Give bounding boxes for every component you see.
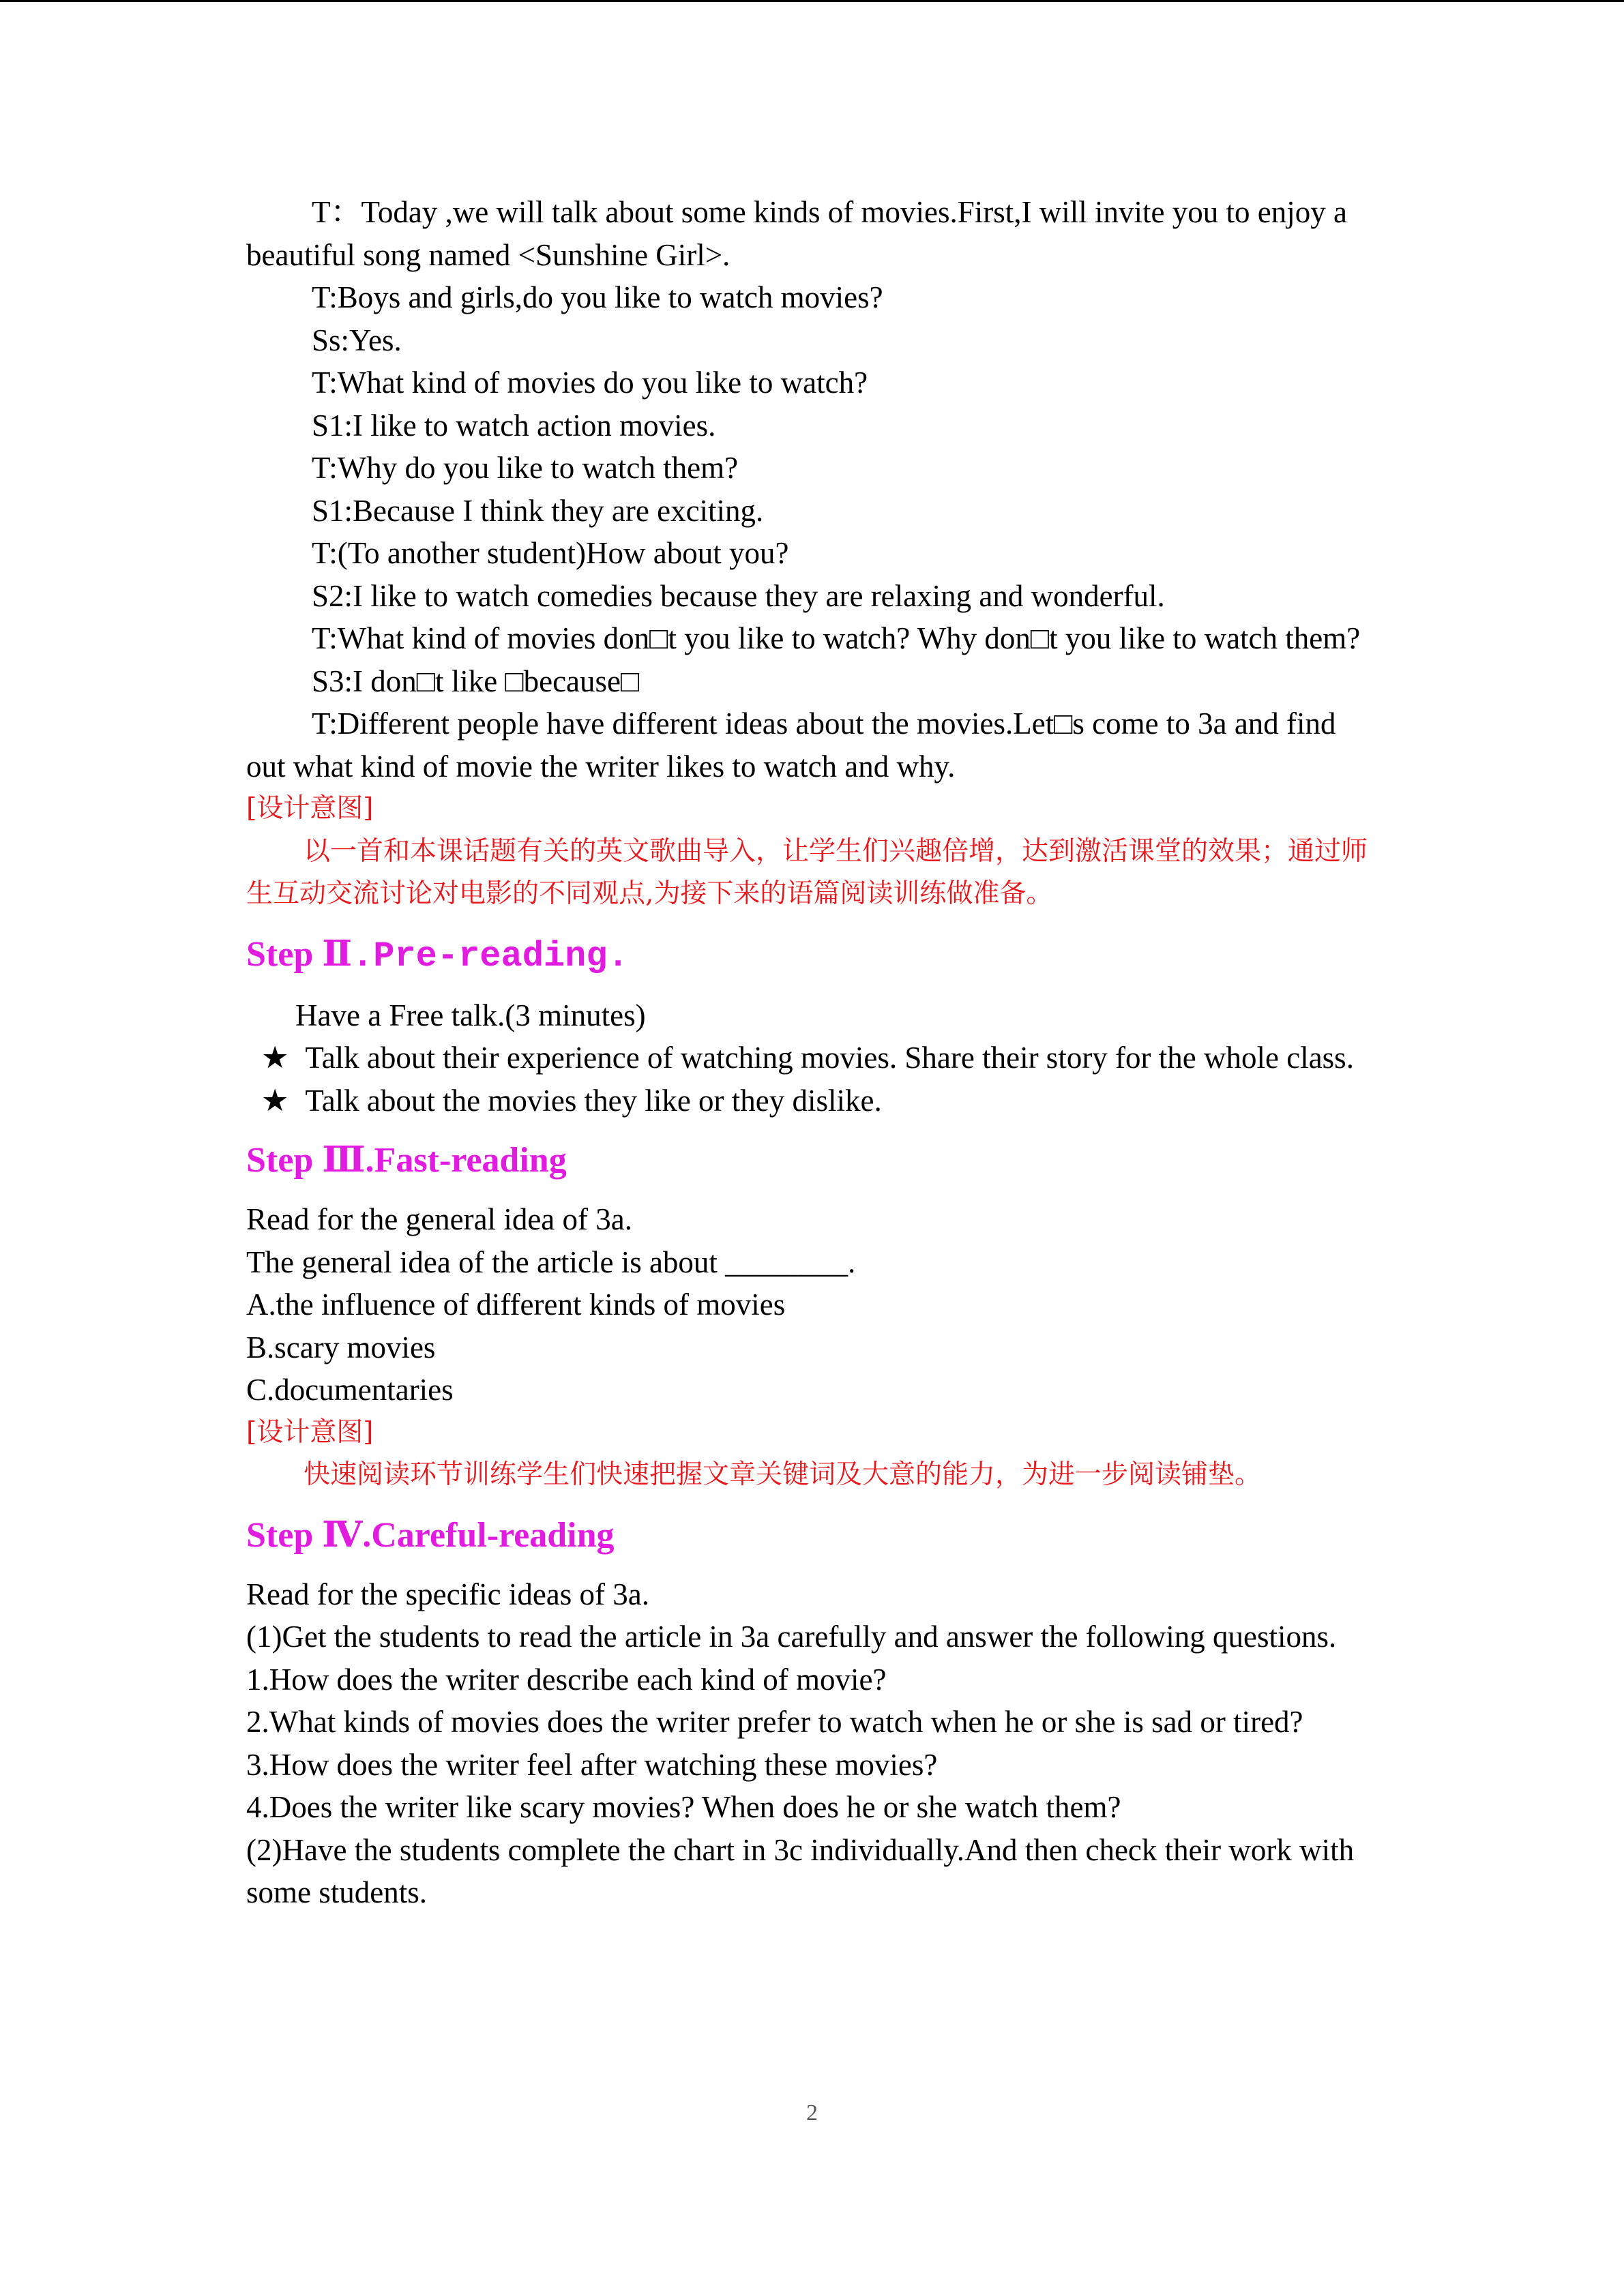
pre-reading-section bbox=[246, 994, 1378, 1122]
step-2-heading bbox=[246, 931, 1378, 981]
step-2-title: .Pre-reading. bbox=[352, 936, 629, 976]
free-talk-lead: Have a Free talk.(3 minutes) bbox=[295, 998, 646, 1032]
dialogue-line: S1:I like to watch action movies. bbox=[312, 408, 716, 443]
text-line: Read for the general idea of 3a. bbox=[246, 1202, 632, 1236]
dialogue-line: T:What kind of movies do you like to watch? bbox=[312, 366, 868, 400]
dialogue-line: T:Why do you like to watch them? bbox=[312, 451, 739, 485]
page-number: 2 bbox=[806, 2100, 818, 2126]
step-4-heading: Step Ⅳ.Careful-reading bbox=[246, 1515, 615, 1555]
text-line: The general idea of the article is about ________. bbox=[246, 1244, 856, 1279]
question-item: 1.How does the writer describe each kind of movie? bbox=[246, 1662, 887, 1697]
question-item: 2.What kinds of movies does the writer prefer to watch when he or she is sad or tired? bbox=[246, 1705, 1303, 1739]
star-icon: ★ bbox=[261, 1083, 289, 1118]
star-icon: ★ bbox=[261, 1041, 289, 1075]
design-intent-label: [设计意图] bbox=[246, 1416, 374, 1448]
dialogue-line: T：Today ,we will talk about some kinds of movies.First,I will invite you to enjoy a beautiful song named <Sunshine Girl>. bbox=[246, 195, 1355, 272]
dialogue-line: Ss:Yes. bbox=[312, 323, 402, 357]
option-b: B.scary movies bbox=[246, 1330, 436, 1365]
design-intent-label: [设计意图] bbox=[246, 793, 374, 824]
design-intent-text: 快速阅读环节训练学生们快速把握文章关键词及大意的能力，为进一步阅读铺垫。 bbox=[304, 1459, 1262, 1490]
dialogue-line: T:Boys and girls,do you like to watch movies? bbox=[312, 280, 883, 314]
option-a: A.the influence of different kinds of movies bbox=[246, 1287, 786, 1322]
top-border-line bbox=[0, 0, 1624, 2]
dialogue-line: T:(To another student)How about you? bbox=[312, 536, 789, 570]
question-item: 4.Does the writer like scary movies? When does he or she watch them? bbox=[246, 1790, 1121, 1824]
dialogue-line: T:Different people have different ideas about the movies.Let□s come to 3a and find out what kind of movie the writer likes to watch and why. bbox=[246, 706, 1344, 784]
text-line: (2)Have the students complete the chart in 3c individually.And then check their work with some students. bbox=[246, 1832, 1362, 1909]
document-body bbox=[246, 191, 1378, 1914]
step-2-prefix: Step Ⅱ bbox=[246, 934, 353, 974]
bullet-item bbox=[246, 1037, 1378, 1079]
design-intent-text: 以一首和本课话题有关的英文歌曲导入，让学生们兴趣倍增，达到激活课堂的效果；通过师生互动交流讨论对电影的不同观点,为接下来的语篇阅读训练做准备。 bbox=[246, 835, 1368, 909]
warm-up-dialogue bbox=[246, 191, 1378, 916]
fast-reading-section bbox=[246, 1198, 1378, 1497]
question-item: 3.How does the writer feel after watching these movies? bbox=[246, 1747, 938, 1782]
text-line: Read for the specific ideas of 3a. bbox=[246, 1577, 649, 1611]
dialogue-line: S3:I don□t like □because□ bbox=[312, 664, 640, 698]
bullet-text: Talk about their experience of watching movies. Share their story for the whole class. bbox=[305, 1041, 1354, 1075]
dialogue-line: S2:I like to watch comedies because they are relaxing and wonderful. bbox=[312, 578, 1165, 613]
bullet-item bbox=[246, 1079, 1378, 1122]
step-3-heading: Step Ⅲ.Fast-reading bbox=[246, 1141, 567, 1180]
careful-reading-section bbox=[246, 1573, 1378, 1914]
dialogue-line: S1:Because I think they are exciting. bbox=[312, 493, 764, 528]
dialogue-line: T:What kind of movies don□t you like to watch? Why don□t you like to watch them? bbox=[312, 621, 1361, 655]
bullet-text: Talk about the movies they like or they dislike. bbox=[305, 1083, 882, 1118]
option-c: C.documentaries bbox=[246, 1373, 454, 1407]
text-line: (1)Get the students to read the article in 3a carefully and answer the following questions. bbox=[246, 1620, 1337, 1654]
